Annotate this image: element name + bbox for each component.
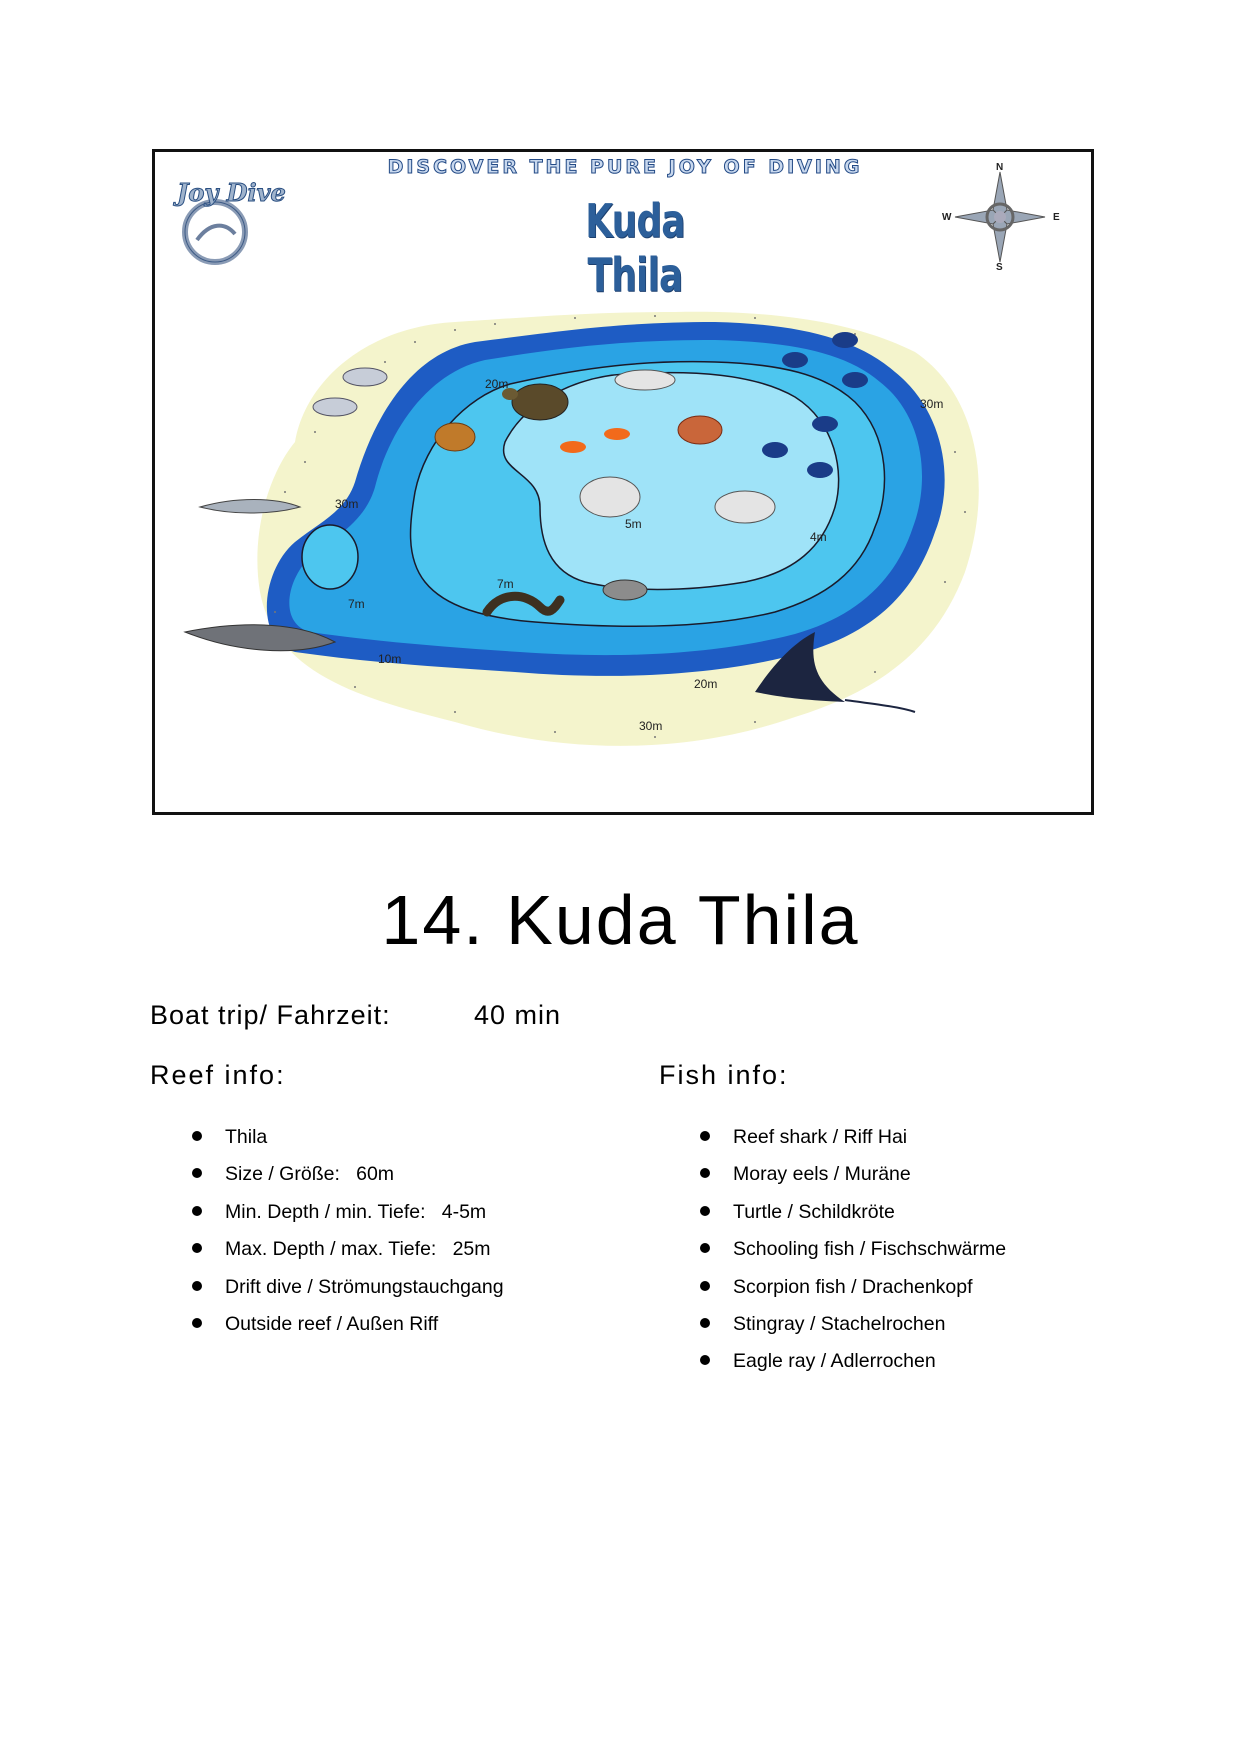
- depth-label: 20m: [694, 677, 718, 691]
- compass-west: W: [942, 212, 952, 223]
- depth-label: 10m: [378, 652, 402, 666]
- boat-trip-label: Boat trip/ Fahrzeit:: [150, 1000, 391, 1030]
- bullet-icon: [192, 1281, 202, 1291]
- bullet-icon: [700, 1318, 710, 1328]
- page-title: 14. Kuda Thila: [381, 881, 860, 959]
- bullet-icon: [700, 1281, 710, 1291]
- list-item: Min. Depth / min. Tiefe: 4-5m: [225, 1200, 504, 1237]
- reef-pocket: [302, 525, 358, 589]
- fish-info-heading: Fish info:: [659, 1060, 789, 1090]
- boat-trip-value: 40 min: [474, 1000, 562, 1030]
- depth-label: 7m: [348, 597, 365, 611]
- list-item: Scorpion fish / Drachenkopf: [733, 1275, 1006, 1312]
- list-item: Eagle ray / Adlerrochen: [733, 1349, 1006, 1386]
- reef-info-list: [225, 1125, 504, 1349]
- depth-label: 20m: [485, 377, 509, 391]
- bullet-icon: [192, 1243, 202, 1253]
- dive-site-map: [152, 149, 1094, 815]
- list-item: Size / Größe: 60m: [225, 1162, 504, 1199]
- list-item: Outside reef / Außen Riff: [225, 1312, 504, 1349]
- list-item: Thila: [225, 1125, 504, 1162]
- depth-label: 30m: [920, 397, 944, 411]
- list-item: Schooling fish / Fischschwärme: [733, 1237, 1006, 1274]
- depth-label: 7m: [497, 577, 514, 591]
- bullet-icon: [192, 1168, 202, 1178]
- list-item: Moray eels / Muräne: [733, 1162, 1006, 1199]
- bullet-icon: [700, 1131, 710, 1141]
- list-item: Turtle / Schildkröte: [733, 1200, 1006, 1237]
- depth-label: 30m: [335, 497, 359, 511]
- bullet-icon: [192, 1318, 202, 1328]
- map-banner: DISCOVER THE PURE JOY OF DIVING: [387, 156, 863, 178]
- map-title: Kuda Thila: [585, 194, 685, 302]
- joy-dive-logo-icon: [185, 202, 245, 262]
- bullet-icon: [192, 1206, 202, 1216]
- compass-north: N: [996, 162, 1004, 173]
- list-item: Stingray / Stachelrochen: [733, 1312, 1006, 1349]
- joy-dive-logo: Joy Dive: [177, 178, 286, 207]
- compass-east: E: [1053, 212, 1060, 223]
- bullet-icon: [700, 1355, 710, 1365]
- list-item: Max. Depth / max. Tiefe: 25m: [225, 1237, 504, 1274]
- bullet-icon: [700, 1243, 710, 1253]
- depth-label: 30m: [639, 719, 663, 733]
- depth-label: 4m: [810, 530, 827, 544]
- bullet-icon: [700, 1206, 710, 1216]
- scorpionfish-icon: [603, 580, 647, 600]
- compass-icon: [955, 172, 1045, 262]
- depth-label: 5m: [625, 517, 642, 531]
- list-item: Drift dive / Strömungstauchgang: [225, 1275, 504, 1312]
- reef-info-heading: Reef info:: [150, 1060, 286, 1090]
- fish-info-list: [733, 1125, 1006, 1387]
- compass-south: S: [996, 262, 1003, 273]
- bullet-icon: [700, 1168, 710, 1178]
- octopus-icon: [435, 423, 475, 451]
- bullet-icon: [192, 1131, 202, 1141]
- list-item: Reef shark / Riff Hai: [733, 1125, 1006, 1162]
- lionfish-icon: [678, 416, 722, 444]
